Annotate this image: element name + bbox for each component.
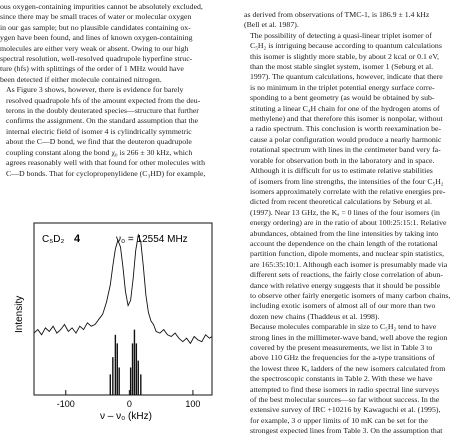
- text-line: dozen new chains (Thaddeus et al. 1998).: [250, 311, 380, 321]
- left-paragraph: [0, 85, 229, 179]
- x-axis-label: ν – ν₀ (kHz): [100, 411, 152, 422]
- text-line: is no minimum in the triplet potential energy surface corre-: [250, 82, 435, 92]
- text-line: about the C—D bond, we find that the deuteron quadrupole: [6, 137, 192, 147]
- text-line: molecules are either very weak or absent. Owing to our high: [0, 43, 189, 53]
- text-line: internal electric field of isomer 4 is cylindrically symmetric: [6, 126, 192, 136]
- text-line: including exotic isomers of almost all of our more than two: [250, 301, 436, 311]
- text-line: for example, 3 σ upper limits of 10 mK can be set for the: [250, 415, 428, 425]
- x-tick-label: -100: [56, 399, 75, 409]
- text-line: cause a polar configuration would produce a nearly harmonic: [250, 134, 442, 144]
- text-line: to observe other fairly energetic isomers of many carbon chains,: [250, 290, 451, 300]
- text-line: of isomers from line strengths, the intensities of the four C₅H₂: [250, 176, 444, 186]
- text-line: the lowest three Kₐ ladders of the new isomers calculated from: [250, 363, 446, 373]
- text-line: (Bell et al. 1987).: [244, 20, 299, 30]
- text-line: agrees reasonably well with that found for other molecules with: [6, 158, 205, 168]
- isomer-label: 4: [74, 233, 81, 245]
- text-line: account the dependence on the chain length of the rotational: [250, 238, 438, 248]
- plot-frame: [34, 223, 212, 395]
- text-line: (1997). Near 13 GHz, the Kₐ = 0 lines of the four isomers (in: [250, 207, 440, 217]
- text-line: C₅H₂ is intriguing because according to quantum calculations: [250, 41, 442, 51]
- text-line: partition function, dipole moments, and nuclear spin statistics,: [250, 249, 445, 259]
- text-line: of the best molecular sources—so far without success. In the: [250, 395, 440, 405]
- text-line: sponding to a bent geometry (as would be obtained by sub-: [250, 93, 435, 103]
- text-line: different sets of reactions, the fairly close correlation of abun-: [250, 270, 443, 280]
- text-line: ous oxygen-containing impurities cannot be absolutely excluded,: [0, 2, 203, 11]
- text-line: ygen have been found, and lines of known oxygen-containing: [0, 33, 193, 43]
- text-line: terons in the doubly deuterated species—structure that further: [6, 106, 199, 116]
- text-line: Because molecules comparable in size to C₅H₂ tend to have: [250, 322, 437, 332]
- text-line: the spectroscopic constants in Table 2. With these we have: [250, 374, 433, 384]
- right-paragraph: [244, 166, 472, 322]
- right-paragraph: [244, 31, 472, 166]
- text-line: confirms the assignment. On the standard assumption that the: [6, 116, 199, 126]
- text-line: dance with relative energy suggests that it should be possible: [250, 280, 441, 290]
- text-line: attempted to find these isomers in radio spectral line surveys: [250, 384, 440, 394]
- text-line: strong lines in the millimeter-wave band, well above the region: [250, 332, 448, 342]
- text-line: been detected if either molecule contained nitrogen.: [0, 74, 162, 84]
- text-line: in our gas sample; but no plausible candidates containing ox-: [0, 22, 191, 32]
- text-line: since there may be small traces of water or molecular oxygen: [0, 12, 192, 22]
- text-line: a radio spectrum. This conclusion is worth reexamination be-: [250, 124, 442, 134]
- right-paragraph: [244, 322, 472, 436]
- text-line: dicted from recent theoretical calculations by Seburg et al.: [250, 197, 432, 207]
- spectrum-trace: [34, 235, 212, 343]
- molecule-label: C₅D₂: [42, 234, 65, 245]
- text-line: ture (hfs) with splittings of the order of 1 MHz would have: [0, 64, 184, 74]
- x-tick-label: 0: [126, 399, 132, 409]
- left-column: [0, 2, 229, 179]
- text-line: extensive survey of IRC +10216 by Kawaguchi et al. (1995),: [250, 405, 441, 415]
- right-paragraph: [244, 10, 472, 31]
- frequency-label: ν₀ = 12554 MHz: [116, 234, 188, 245]
- left-paragraph: [0, 2, 229, 85]
- text-line: rotational spectrum with lines in the centimeter band very fa-: [250, 145, 441, 155]
- text-line: As Figure 3 shows, however, there is evidence for barely: [6, 85, 184, 95]
- text-line: are 165:35:10:1. Although each isomer is presumably made via: [250, 259, 448, 269]
- x-tick-label: 100: [185, 399, 201, 409]
- text-line: coupling constant along the bond χ₀ is 266 ± 30 kHz, which: [6, 147, 193, 157]
- text-line: methylene) and that therefore this isomer is nonpolar, without: [250, 114, 443, 124]
- text-line: energy ordering) are in the ratio of about 100:25:15:1. Relative: [250, 218, 447, 228]
- text-line: above 110 GHz the frequencies for the a-type transitions of: [250, 353, 435, 363]
- text-line: isomers approximately correlate with the relative energies pre-: [250, 186, 446, 196]
- right-column: [244, 10, 472, 437]
- text-line: spectral resolution, well-resolved quadrupole hyperfine struc-: [0, 54, 193, 64]
- y-axis-label: Intensity: [14, 295, 25, 333]
- text-line: The possibility of detecting a quasi-linear triplet isomer of: [250, 30, 432, 40]
- text-line: as derived from observations of TMC-1, is 186.9 ± 1.4 kHz: [244, 10, 430, 19]
- text-line: stituting a linear C₄H chain for one of the hydrogen atoms of: [250, 103, 440, 113]
- text-line: abundances, obtained from the line intensities by taking into: [250, 228, 439, 238]
- text-line: strongest expected lines from Table 3. On the assumption that: [250, 426, 443, 436]
- text-line: than the most stable singlet system, isomer 1 (Seburg et al.: [250, 62, 434, 72]
- text-line: C—D bonds. That for cyclopropenylidene (C₃HD) for example,: [6, 168, 206, 178]
- text-line: 1997). The quantum calculations, however, indicate that there: [250, 72, 443, 82]
- text-line: this isomer is slightly more stable, by about 2 kcal or 0.1 eV,: [250, 51, 439, 61]
- text-line: vorable for observation both in the laboratory and in space.: [250, 155, 435, 165]
- figure-3: [0, 215, 230, 423]
- text-line: Although it is difficult for us to estimate relative stabilities: [250, 166, 433, 176]
- text-line: covered by the present measurements, we list in Table 3 to: [250, 343, 433, 352]
- text-line: resolved quadrupole hfs of the amount expected from the deu-: [6, 95, 201, 105]
- spectrum-plot: [0, 215, 230, 423]
